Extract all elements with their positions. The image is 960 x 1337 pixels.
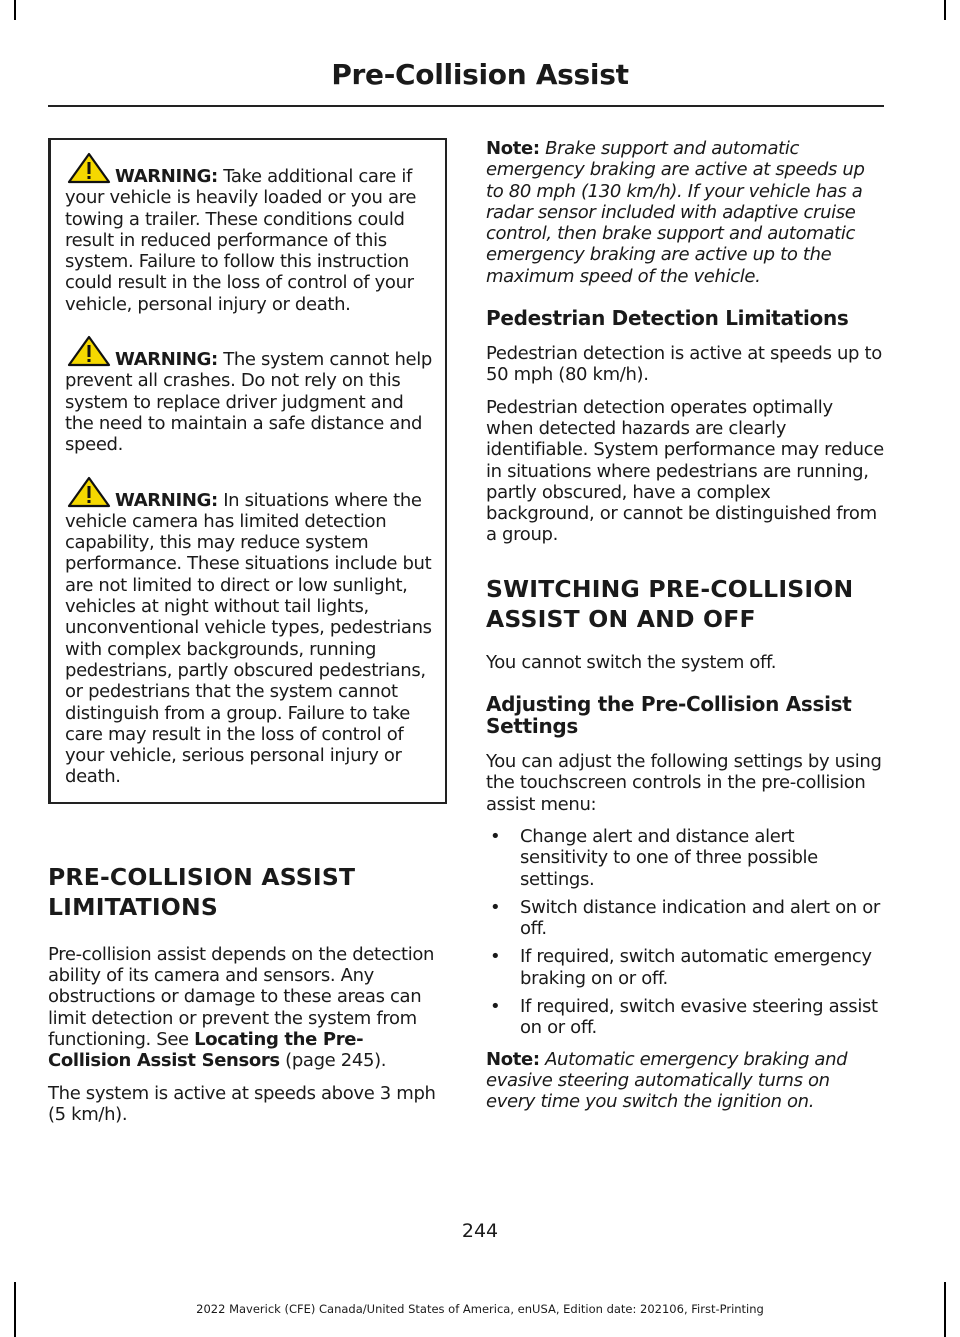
pedestrian-paragraph-2: Pedestrian detection operates optimally when detected hazards are clearly identifiable. System performance may reduce in situations where pedestrians are running, partly obscured, have a complex background, or cannot be distinguished from a group.	[486, 396, 884, 546]
active-speed-paragraph: The system is active at speeds above 3 mph (5 km/h).	[48, 1082, 436, 1125]
footer-edition-info: 2022 Maverick (CFE) Canada/United States of America, enUSA, Edition date: 202106, First-Printing	[196, 1302, 764, 1316]
left-column	[48, 138, 446, 1136]
warning-label: WARNING:	[115, 349, 218, 371]
sensors-cross-reference-link[interactable]: Locating the Pre-Collision Assist Sensors	[48, 1028, 364, 1072]
warning-1	[65, 152, 435, 315]
warning-label: WARNING:	[115, 166, 218, 187]
switching-paragraph: You cannot switch the system off.	[486, 651, 777, 673]
warning-text: In situations where the vehicle camera has limited detection capability, this may reduce system performance. These situations include but are not limited to direct or low sunlight, vehicles at night without tail lights, unconventional vehicle types, pedestrians with complex backgrounds, running pedestrians, partly obscured pedestrians, or pedestrians that the system cannot distinguish from a group. Failure to take care may result in the loss of control of your vehicle, serious personal injury or death.	[65, 489, 432, 788]
pedestrian-heading: Pedestrian Detection Limitations	[486, 306, 849, 331]
header-divider	[48, 105, 884, 107]
list-item: • If required, switch evasive steering assist on or off.	[490, 996, 878, 1039]
list-item: • Switch distance indication and alert on or off.	[490, 896, 880, 940]
warning-triangle-icon	[67, 335, 111, 367]
settings-list	[486, 826, 884, 1039]
right-column	[486, 138, 884, 1124]
limitations-paragraph: Pre-collision assist depends on the detection ability of its camera and sensors. Any obstructions or damage to these areas can limit detection or prevent the system from functioning. See Locating the Pre-Collision Assist Sensors (page 245).	[48, 943, 435, 1072]
warning-2	[65, 335, 435, 455]
note-automatic-braking: Note: Automatic emergency braking and evasive steering automatically turns on every time you switch the ignition on.	[486, 1048, 848, 1113]
list-item: • If required, switch automatic emergency braking on or off.	[490, 946, 872, 989]
page-title: Pre-Collision Assist	[331, 58, 629, 91]
warning-label: WARNING:	[115, 489, 218, 511]
crop-mark-top-left	[14, 0, 16, 20]
warning-box	[48, 138, 447, 804]
crop-mark-top-right	[944, 0, 946, 20]
warning-text: Take additional care if your vehicle is heavily loaded or you are towing a trailer. These conditions could result in reduced performance of this system. Failure to follow this instruction could result in the loss of control of your vehicle, personal injury or death.	[65, 166, 417, 315]
warning-triangle-icon	[67, 476, 111, 508]
adjusting-paragraph: You can adjust the following settings by using the touchscreen controls in the pre-collision assist menu:	[486, 751, 882, 815]
note-brake-support: Note: Brake support and automatic emergency braking are active at speeds up to 80 mph (130 km/h). If your vehicle has a radar sensor included with adaptive cruise control, then brake support and automatic emergency braking are active up to the maximum speed of the vehicle.	[486, 138, 865, 287]
warning-triangle-icon	[67, 152, 111, 184]
page-number: 244	[461, 1220, 499, 1242]
switching-heading: SWITCHING PRE-COLLISION ASSIST ON AND OFF	[486, 574, 854, 633]
warning-3	[65, 476, 435, 788]
list-item: • Change alert and distance alert sensitivity to one of three possible settings.	[490, 825, 818, 890]
warning-text: The system cannot help prevent all crashes. Do not rely on this system to replace driver judgment and the need to maintain a safe distance and speed.	[65, 349, 432, 456]
limitations-heading: PRE-COLLISION ASSIST LIMITATIONS	[48, 862, 356, 921]
adjusting-heading: Adjusting the Pre-Collision Assist Settings	[486, 692, 852, 739]
pedestrian-paragraph-1: Pedestrian detection is active at speeds up to 50 mph (80 km/h).	[486, 343, 882, 386]
